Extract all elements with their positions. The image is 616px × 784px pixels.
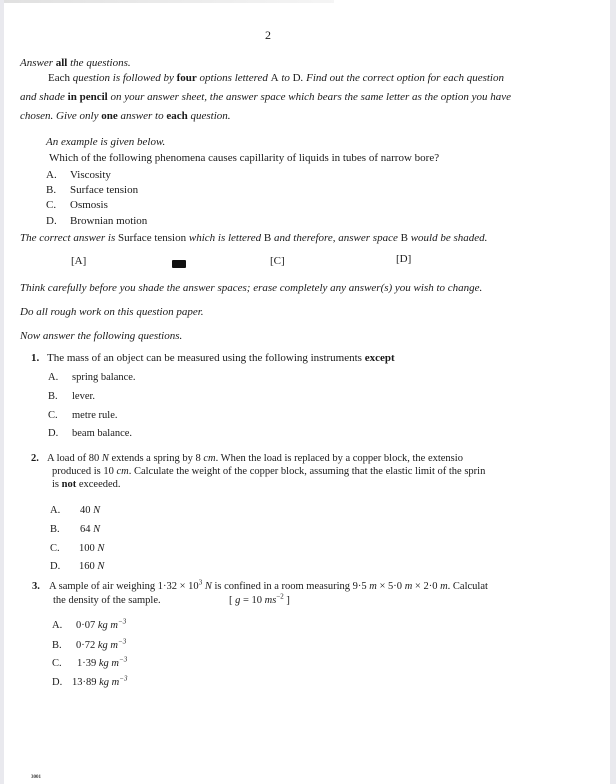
exam-page (4, 0, 610, 784)
q1-option-a (48, 372, 136, 383)
q3-option-a (52, 617, 127, 631)
option-value: 40 (80, 505, 91, 516)
scan-shadow (4, 0, 334, 3)
option-letter: B. (50, 524, 60, 535)
text: A sample of air weighing 1·32 × 10 (49, 581, 199, 592)
instruction-paragraph-line-1 (48, 72, 504, 84)
option-text: Surface tension (70, 184, 139, 196)
option-letter: D. (46, 215, 57, 227)
option-letter: A. (46, 169, 57, 181)
note-think-carefully: Think carefully before you shade the answer spaces; erase completely any answer(s) you wish to change. (20, 282, 483, 294)
text: B (263, 232, 272, 244)
option-letter: C. (50, 543, 60, 554)
option-value: 100 (79, 543, 95, 554)
text: The correct answer is (20, 232, 118, 244)
text: the questions. (67, 57, 131, 69)
text: g (235, 595, 241, 606)
text: chosen. Give only (20, 110, 102, 122)
instruction-line-1 (20, 57, 131, 69)
option-value: 1·39 (77, 658, 97, 669)
text: would be shaded. (407, 232, 488, 244)
q2-option-a (50, 505, 100, 516)
option-unit: N (97, 543, 105, 554)
option-letter: A. (48, 372, 59, 383)
exponent: 3 (198, 578, 203, 587)
text: N (101, 453, 109, 464)
text: m (440, 581, 448, 592)
q1-option-c (48, 410, 117, 421)
q3-option-c (52, 655, 128, 669)
option-text: spring balance. (72, 372, 136, 383)
page-number: 2 (265, 28, 271, 42)
option-text: beam balance. (72, 428, 133, 439)
footer-code: 3001 (31, 775, 41, 780)
text: produced is 10 (52, 466, 117, 477)
exponent: −3 (118, 617, 127, 626)
note-now-answer: Now answer the following questions. (20, 330, 183, 342)
question-3-line-2: the density of the sample. (53, 595, 161, 606)
text: × 2·0 (412, 581, 441, 592)
text: . When the load is replaced by a copper block, the extensio (215, 453, 463, 464)
question-2-line-2 (52, 466, 485, 477)
example-option-a (46, 169, 111, 181)
text: extends a spring by 8 (108, 453, 204, 464)
text: Each (48, 72, 73, 84)
example-answer-explanation (20, 232, 487, 244)
text: cm (203, 453, 216, 464)
text: which is lettered (186, 232, 264, 244)
question-1 (31, 352, 395, 364)
exponent: −3 (118, 637, 127, 646)
text: A (270, 72, 279, 84)
option-letter: C. (46, 199, 57, 211)
question-number: 2. (31, 453, 39, 464)
option-value: 0·07 (76, 620, 96, 631)
option-unit: kg m (97, 640, 118, 651)
text: [ (229, 595, 236, 606)
option-unit: kg m (99, 677, 120, 688)
option-value: 0·72 (76, 640, 96, 651)
option-letter: C. (48, 410, 58, 421)
text: B (400, 232, 408, 244)
option-letter: B. (48, 391, 58, 402)
text: Answer (20, 57, 56, 69)
option-unit: N (97, 561, 105, 572)
text: ms (264, 595, 277, 606)
q2-option-b (50, 524, 100, 535)
instruction-paragraph-line-3 (20, 110, 231, 122)
text-bold: each (166, 110, 188, 122)
text: options lettered (196, 72, 271, 84)
text-bold: not (61, 479, 77, 490)
example-option-c (46, 199, 108, 211)
q1-option-b (48, 391, 95, 402)
option-letter: B. (46, 184, 57, 196)
answer-space-d: [D] (396, 253, 412, 265)
question-2-line-3 (52, 479, 121, 490)
text: D (292, 72, 301, 84)
text: . Calculat (447, 581, 488, 592)
instruction-paragraph-line-2 (20, 91, 511, 103)
text: is (52, 479, 62, 490)
option-letter: B. (52, 640, 62, 651)
example-question: Which of the following phenomena causes capillarity of liquids in tubes of narrow bore? (49, 152, 440, 164)
text: answer to (117, 110, 167, 122)
q3-option-b (52, 637, 127, 651)
question-2-line-1 (31, 453, 463, 464)
text: cm (116, 466, 129, 477)
option-unit: kg m (97, 620, 118, 631)
text: × 5·0 (376, 581, 405, 592)
answer-space-b-shaded (172, 255, 186, 273)
option-letter: C. (52, 658, 62, 669)
question-number: 1. (31, 352, 40, 364)
note-rough-work: Do all rough work on this question paper. (20, 306, 204, 318)
option-text: Brownian motion (70, 215, 148, 227)
text: m (404, 581, 413, 592)
option-text: metre rule. (72, 410, 118, 421)
answer-space-c: [C] (270, 255, 285, 267)
example-heading: An example is given below. (46, 136, 166, 148)
text: exceeded. (76, 479, 121, 490)
option-text: Viscosity (70, 169, 111, 181)
exponent: −3 (119, 655, 128, 664)
text: and shade (20, 91, 68, 103)
text: N (202, 581, 212, 592)
option-letter: D. (52, 677, 63, 688)
text: m (369, 581, 377, 592)
option-unit: kg m (98, 658, 119, 669)
exponent: −3 (119, 674, 128, 683)
text: . Calculate the weight of the copper block, assuming that the elastic limit of the sprin (128, 466, 486, 477)
text: . Find out the correct option for each question (300, 72, 504, 84)
text-bold: one (101, 110, 118, 122)
text: question. (187, 110, 231, 122)
text: A load of 80 (47, 453, 102, 464)
option-letter: D. (48, 428, 59, 439)
option-letter: A. (50, 505, 61, 516)
answer-space-a: [A] (71, 255, 87, 267)
option-letter: D. (50, 561, 61, 572)
text: = 10 (240, 595, 265, 606)
option-value: 13·89 (72, 677, 97, 688)
option-text: Osmosis (70, 199, 108, 211)
option-text: lever. (72, 391, 96, 402)
option-unit: N (93, 505, 101, 516)
question-number: 3. (32, 581, 40, 592)
text: is confined in a room measuring 9·5 (211, 581, 370, 592)
option-value: 160 (79, 561, 95, 572)
text-bold: in pencil (67, 91, 108, 103)
text: to (278, 72, 293, 84)
text: on your answer sheet, the answer space which bears the same letter as the option you have (107, 91, 511, 103)
option-value: 64 (80, 524, 91, 535)
text: Surface tension (117, 232, 187, 244)
text-bold: all (55, 57, 68, 69)
question-3-line-1 (32, 578, 488, 592)
q2-option-d (50, 561, 104, 572)
shaded-bubble-icon (172, 260, 186, 268)
text-bold: four (176, 72, 197, 84)
text: and therefore, answer space (271, 232, 401, 244)
example-option-b (46, 184, 138, 196)
option-letter: A. (52, 620, 63, 631)
q3-option-d (52, 674, 128, 688)
exponent: −2 (276, 592, 284, 601)
question-text-bold: except (364, 352, 395, 364)
text: question is followed by (72, 72, 177, 84)
option-unit: N (93, 524, 101, 535)
text: ] (283, 595, 290, 606)
example-option-d (46, 215, 147, 227)
question-text: The mass of an object can be measured using the following instruments (47, 352, 365, 364)
q2-option-c (50, 543, 104, 554)
question-3-given (229, 592, 290, 606)
q1-option-d (48, 428, 132, 439)
